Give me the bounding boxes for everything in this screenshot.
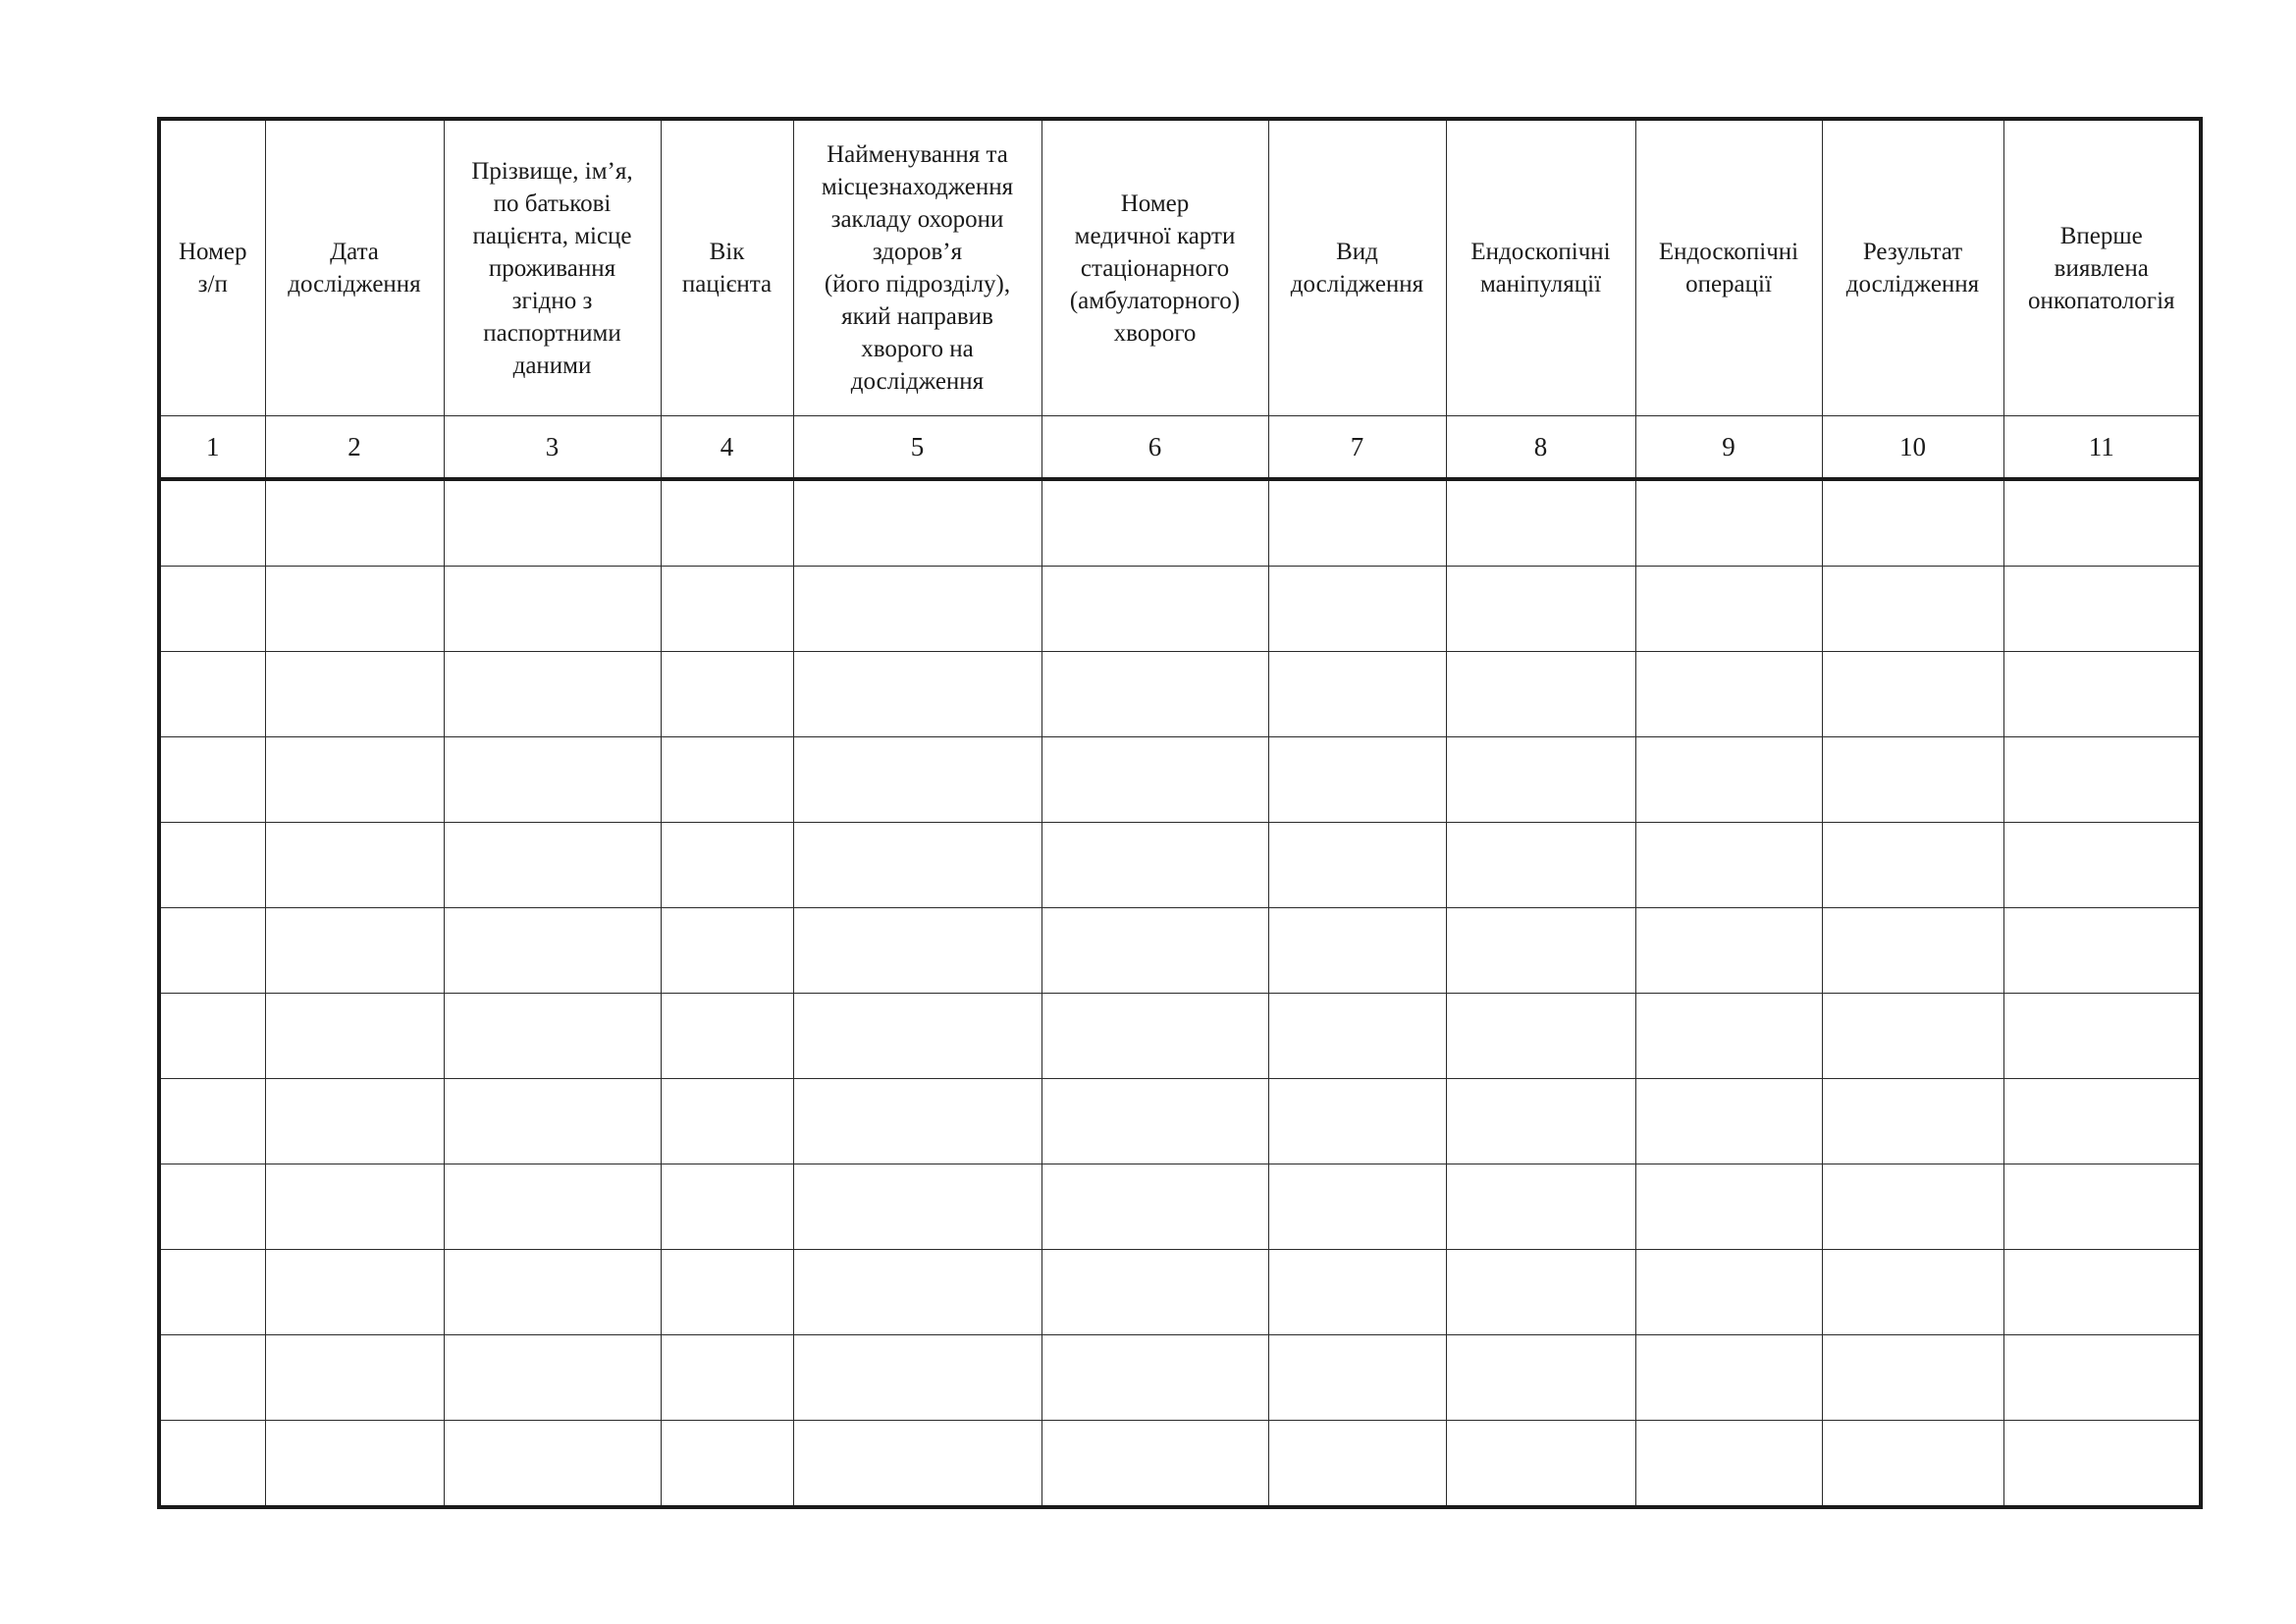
blank-entry-cell[interactable] (1446, 1335, 1635, 1421)
blank-entry-cell[interactable] (1822, 1079, 2003, 1164)
blank-entry-cell[interactable] (1041, 1335, 1268, 1421)
blank-entry-cell[interactable] (1635, 737, 1822, 823)
blank-entry-cell[interactable] (265, 737, 444, 823)
header-record-number: Номер з/п (159, 119, 265, 416)
blank-entry-cell[interactable] (1635, 908, 1822, 994)
table-row (159, 1421, 2201, 1508)
blank-entry-cell[interactable] (1446, 1164, 1635, 1250)
blank-entry-cell[interactable] (661, 1250, 793, 1335)
blank-entry-cell[interactable] (2003, 1079, 2201, 1164)
blank-entry-cell[interactable] (265, 1335, 444, 1421)
blank-entry-cell[interactable] (661, 1164, 793, 1250)
blank-entry-cell[interactable] (265, 479, 444, 567)
blank-entry-cell[interactable] (1268, 823, 1446, 908)
blank-entry-cell[interactable] (1446, 1250, 1635, 1335)
blank-entry-cell[interactable] (1041, 737, 1268, 823)
blank-entry-cell[interactable] (1268, 479, 1446, 567)
blank-entry-cell[interactable] (793, 1250, 1041, 1335)
blank-entry-cell[interactable] (444, 737, 661, 823)
blank-entry-cell[interactable] (2003, 823, 2201, 908)
blank-entry-cell[interactable] (1268, 908, 1446, 994)
column-number: 6 (1041, 416, 1268, 480)
blank-entry-cell[interactable] (1635, 567, 1822, 652)
blank-entry-cell[interactable] (265, 1250, 444, 1335)
table-row (159, 652, 2201, 737)
column-number: 1 (159, 416, 265, 480)
blank-entry-cell[interactable] (1268, 994, 1446, 1079)
register-body (159, 479, 2201, 1507)
blank-entry-cell[interactable] (1041, 652, 1268, 737)
blank-entry-cell[interactable] (1446, 823, 1635, 908)
blank-entry-cell[interactable] (1446, 1421, 1635, 1508)
blank-entry-cell[interactable] (793, 1335, 1041, 1421)
blank-entry-cell[interactable] (1635, 1335, 1822, 1421)
column-number: 8 (1446, 416, 1635, 480)
blank-entry-cell[interactable] (793, 652, 1041, 737)
blank-entry-cell[interactable] (159, 479, 265, 567)
blank-entry-cell[interactable] (1041, 994, 1268, 1079)
blank-entry-cell[interactable] (444, 994, 661, 1079)
blank-entry-cell[interactable] (444, 1250, 661, 1335)
blank-entry-cell[interactable] (444, 1421, 661, 1508)
blank-entry-cell[interactable] (1268, 1250, 1446, 1335)
blank-entry-cell[interactable] (1268, 737, 1446, 823)
blank-entry-cell[interactable] (2003, 1421, 2201, 1508)
blank-entry-cell[interactable] (1041, 1250, 1268, 1335)
blank-entry-cell[interactable] (444, 652, 661, 737)
header-referring-facility: Найменування та місцезнаходження закладу охорони здоров’я (його підрозділу), який направив хворого на дослідження (793, 119, 1041, 416)
blank-entry-cell[interactable] (661, 994, 793, 1079)
table-row (159, 737, 2201, 823)
blank-entry-cell[interactable] (661, 1079, 793, 1164)
blank-entry-cell[interactable] (159, 737, 265, 823)
blank-entry-cell[interactable] (661, 567, 793, 652)
blank-entry-cell[interactable] (661, 1335, 793, 1421)
blank-entry-cell[interactable] (793, 1164, 1041, 1250)
header-patient-name-address: Прізвище, ім’я, по батькові пацієнта, місце проживання згідно з паспортними даними (444, 119, 661, 416)
blank-entry-cell[interactable] (793, 994, 1041, 1079)
blank-entry-cell[interactable] (2003, 567, 2201, 652)
blank-entry-cell[interactable] (661, 823, 793, 908)
column-number: 2 (265, 416, 444, 480)
blank-entry-cell[interactable] (1268, 1335, 1446, 1421)
blank-entry-cell[interactable] (1822, 1250, 2003, 1335)
blank-entry-cell[interactable] (1635, 1079, 1822, 1164)
table-row (159, 908, 2201, 994)
blank-entry-cell[interactable] (1822, 652, 2003, 737)
blank-entry-cell[interactable] (1041, 567, 1268, 652)
table-row (159, 1250, 2201, 1335)
blank-entry-cell[interactable] (2003, 994, 2201, 1079)
blank-entry-cell[interactable] (661, 737, 793, 823)
blank-entry-cell[interactable] (2003, 737, 2201, 823)
blank-entry-cell[interactable] (1041, 1079, 1268, 1164)
blank-entry-cell[interactable] (1822, 479, 2003, 567)
blank-entry-cell[interactable] (1268, 1079, 1446, 1164)
blank-entry-cell[interactable] (1446, 1079, 1635, 1164)
blank-entry-cell[interactable] (1635, 1250, 1822, 1335)
table-row (159, 479, 2201, 567)
blank-entry-cell[interactable] (793, 1079, 1041, 1164)
blank-entry-cell[interactable] (1635, 479, 1822, 567)
blank-entry-cell[interactable] (661, 479, 793, 567)
blank-entry-cell[interactable] (444, 479, 661, 567)
blank-entry-cell[interactable] (265, 1079, 444, 1164)
blank-entry-cell[interactable] (1041, 1421, 1268, 1508)
column-number: 4 (661, 416, 793, 480)
blank-entry-cell[interactable] (793, 567, 1041, 652)
column-number: 7 (1268, 416, 1446, 480)
blank-entry-cell[interactable] (661, 1421, 793, 1508)
header-endoscopic-operations: Ендоскопічні операції (1635, 119, 1822, 416)
header-new-oncopathology: Вперше виявлена онкопатологія (2003, 119, 2201, 416)
blank-entry-cell[interactable] (793, 823, 1041, 908)
blank-entry-cell[interactable] (661, 908, 793, 994)
blank-entry-cell[interactable] (265, 1164, 444, 1250)
blank-entry-cell[interactable] (2003, 1250, 2201, 1335)
blank-entry-cell[interactable] (265, 567, 444, 652)
blank-entry-cell[interactable] (2003, 908, 2201, 994)
blank-entry-cell[interactable] (1822, 737, 2003, 823)
header-medical-card-number: Номер медичної карти стаціонарного (амбулаторного) хворого (1041, 119, 1268, 416)
table-row (159, 823, 2201, 908)
table-row (159, 994, 2201, 1079)
blank-entry-cell[interactable] (265, 823, 444, 908)
blank-entry-cell[interactable] (661, 652, 793, 737)
column-number: 5 (793, 416, 1041, 480)
table-row (159, 1335, 2201, 1421)
blank-entry-cell[interactable] (444, 1164, 661, 1250)
blank-entry-cell[interactable] (1446, 994, 1635, 1079)
blank-entry-cell[interactable] (1041, 1164, 1268, 1250)
blank-entry-cell[interactable] (2003, 1335, 2201, 1421)
header-exam-type: Вид дослідження (1268, 119, 1446, 416)
blank-entry-cell[interactable] (1446, 737, 1635, 823)
blank-entry-cell[interactable] (444, 908, 661, 994)
blank-entry-cell[interactable] (159, 1421, 265, 1508)
blank-entry-cell[interactable] (793, 737, 1041, 823)
endoscopy-register-table (157, 117, 2203, 1509)
blank-entry-cell[interactable] (793, 1421, 1041, 1508)
blank-entry-cell[interactable] (1446, 652, 1635, 737)
blank-entry-cell[interactable] (1041, 908, 1268, 994)
blank-entry-cell[interactable] (793, 479, 1041, 567)
blank-entry-cell[interactable] (1822, 994, 2003, 1079)
table-row (159, 1164, 2201, 1250)
table-row (159, 567, 2201, 652)
blank-entry-cell[interactable] (265, 652, 444, 737)
column-number-row (159, 416, 2201, 480)
column-number: 9 (1635, 416, 1822, 480)
blank-entry-cell[interactable] (159, 908, 265, 994)
column-number: 3 (444, 416, 661, 480)
blank-entry-cell[interactable] (444, 567, 661, 652)
header-endoscopic-manipulations: Ендоскопічні маніпуляції (1446, 119, 1635, 416)
blank-entry-cell[interactable] (1635, 1164, 1822, 1250)
blank-entry-cell[interactable] (1635, 994, 1822, 1079)
blank-entry-cell[interactable] (1268, 567, 1446, 652)
blank-entry-cell[interactable] (1446, 479, 1635, 567)
blank-entry-cell[interactable] (159, 994, 265, 1079)
header-row (159, 119, 2201, 416)
blank-entry-cell[interactable] (159, 652, 265, 737)
blank-entry-cell[interactable] (444, 1079, 661, 1164)
blank-entry-cell[interactable] (265, 1421, 444, 1508)
blank-entry-cell[interactable] (265, 994, 444, 1079)
blank-entry-cell[interactable] (159, 1079, 265, 1164)
blank-entry-cell[interactable] (1822, 908, 2003, 994)
blank-entry-cell[interactable] (2003, 652, 2201, 737)
blank-entry-cell[interactable] (1822, 1164, 2003, 1250)
blank-entry-cell[interactable] (1268, 652, 1446, 737)
blank-entry-cell[interactable] (1268, 1164, 1446, 1250)
blank-entry-cell[interactable] (159, 567, 265, 652)
blank-entry-cell[interactable] (1822, 567, 2003, 652)
blank-entry-cell[interactable] (1822, 823, 2003, 908)
header-exam-result: Результат дослідження (1822, 119, 2003, 416)
column-number: 11 (2003, 416, 2201, 480)
blank-entry-cell[interactable] (159, 823, 265, 908)
blank-entry-cell[interactable] (793, 908, 1041, 994)
blank-entry-cell[interactable] (1635, 823, 1822, 908)
blank-entry-cell[interactable] (159, 1164, 265, 1250)
blank-entry-cell[interactable] (1268, 1421, 1446, 1508)
blank-entry-cell[interactable] (1635, 652, 1822, 737)
blank-entry-cell[interactable] (265, 908, 444, 994)
register-sheet (157, 117, 2203, 1509)
blank-entry-cell[interactable] (444, 1335, 661, 1421)
header-exam-date: Дата дослідження (265, 119, 444, 416)
table-row (159, 1079, 2201, 1164)
blank-entry-cell[interactable] (159, 1335, 265, 1421)
blank-entry-cell[interactable] (2003, 1164, 2201, 1250)
blank-entry-cell[interactable] (1041, 823, 1268, 908)
blank-entry-cell[interactable] (2003, 479, 2201, 567)
blank-entry-cell[interactable] (1041, 479, 1268, 567)
blank-entry-cell[interactable] (1446, 908, 1635, 994)
blank-entry-cell[interactable] (1446, 567, 1635, 652)
header-patient-age: Вік пацієнта (661, 119, 793, 416)
blank-entry-cell[interactable] (159, 1250, 265, 1335)
blank-entry-cell[interactable] (1635, 1421, 1822, 1508)
blank-entry-cell[interactable] (1822, 1335, 2003, 1421)
blank-entry-cell[interactable] (1822, 1421, 2003, 1508)
blank-entry-cell[interactable] (444, 823, 661, 908)
column-number: 10 (1822, 416, 2003, 480)
